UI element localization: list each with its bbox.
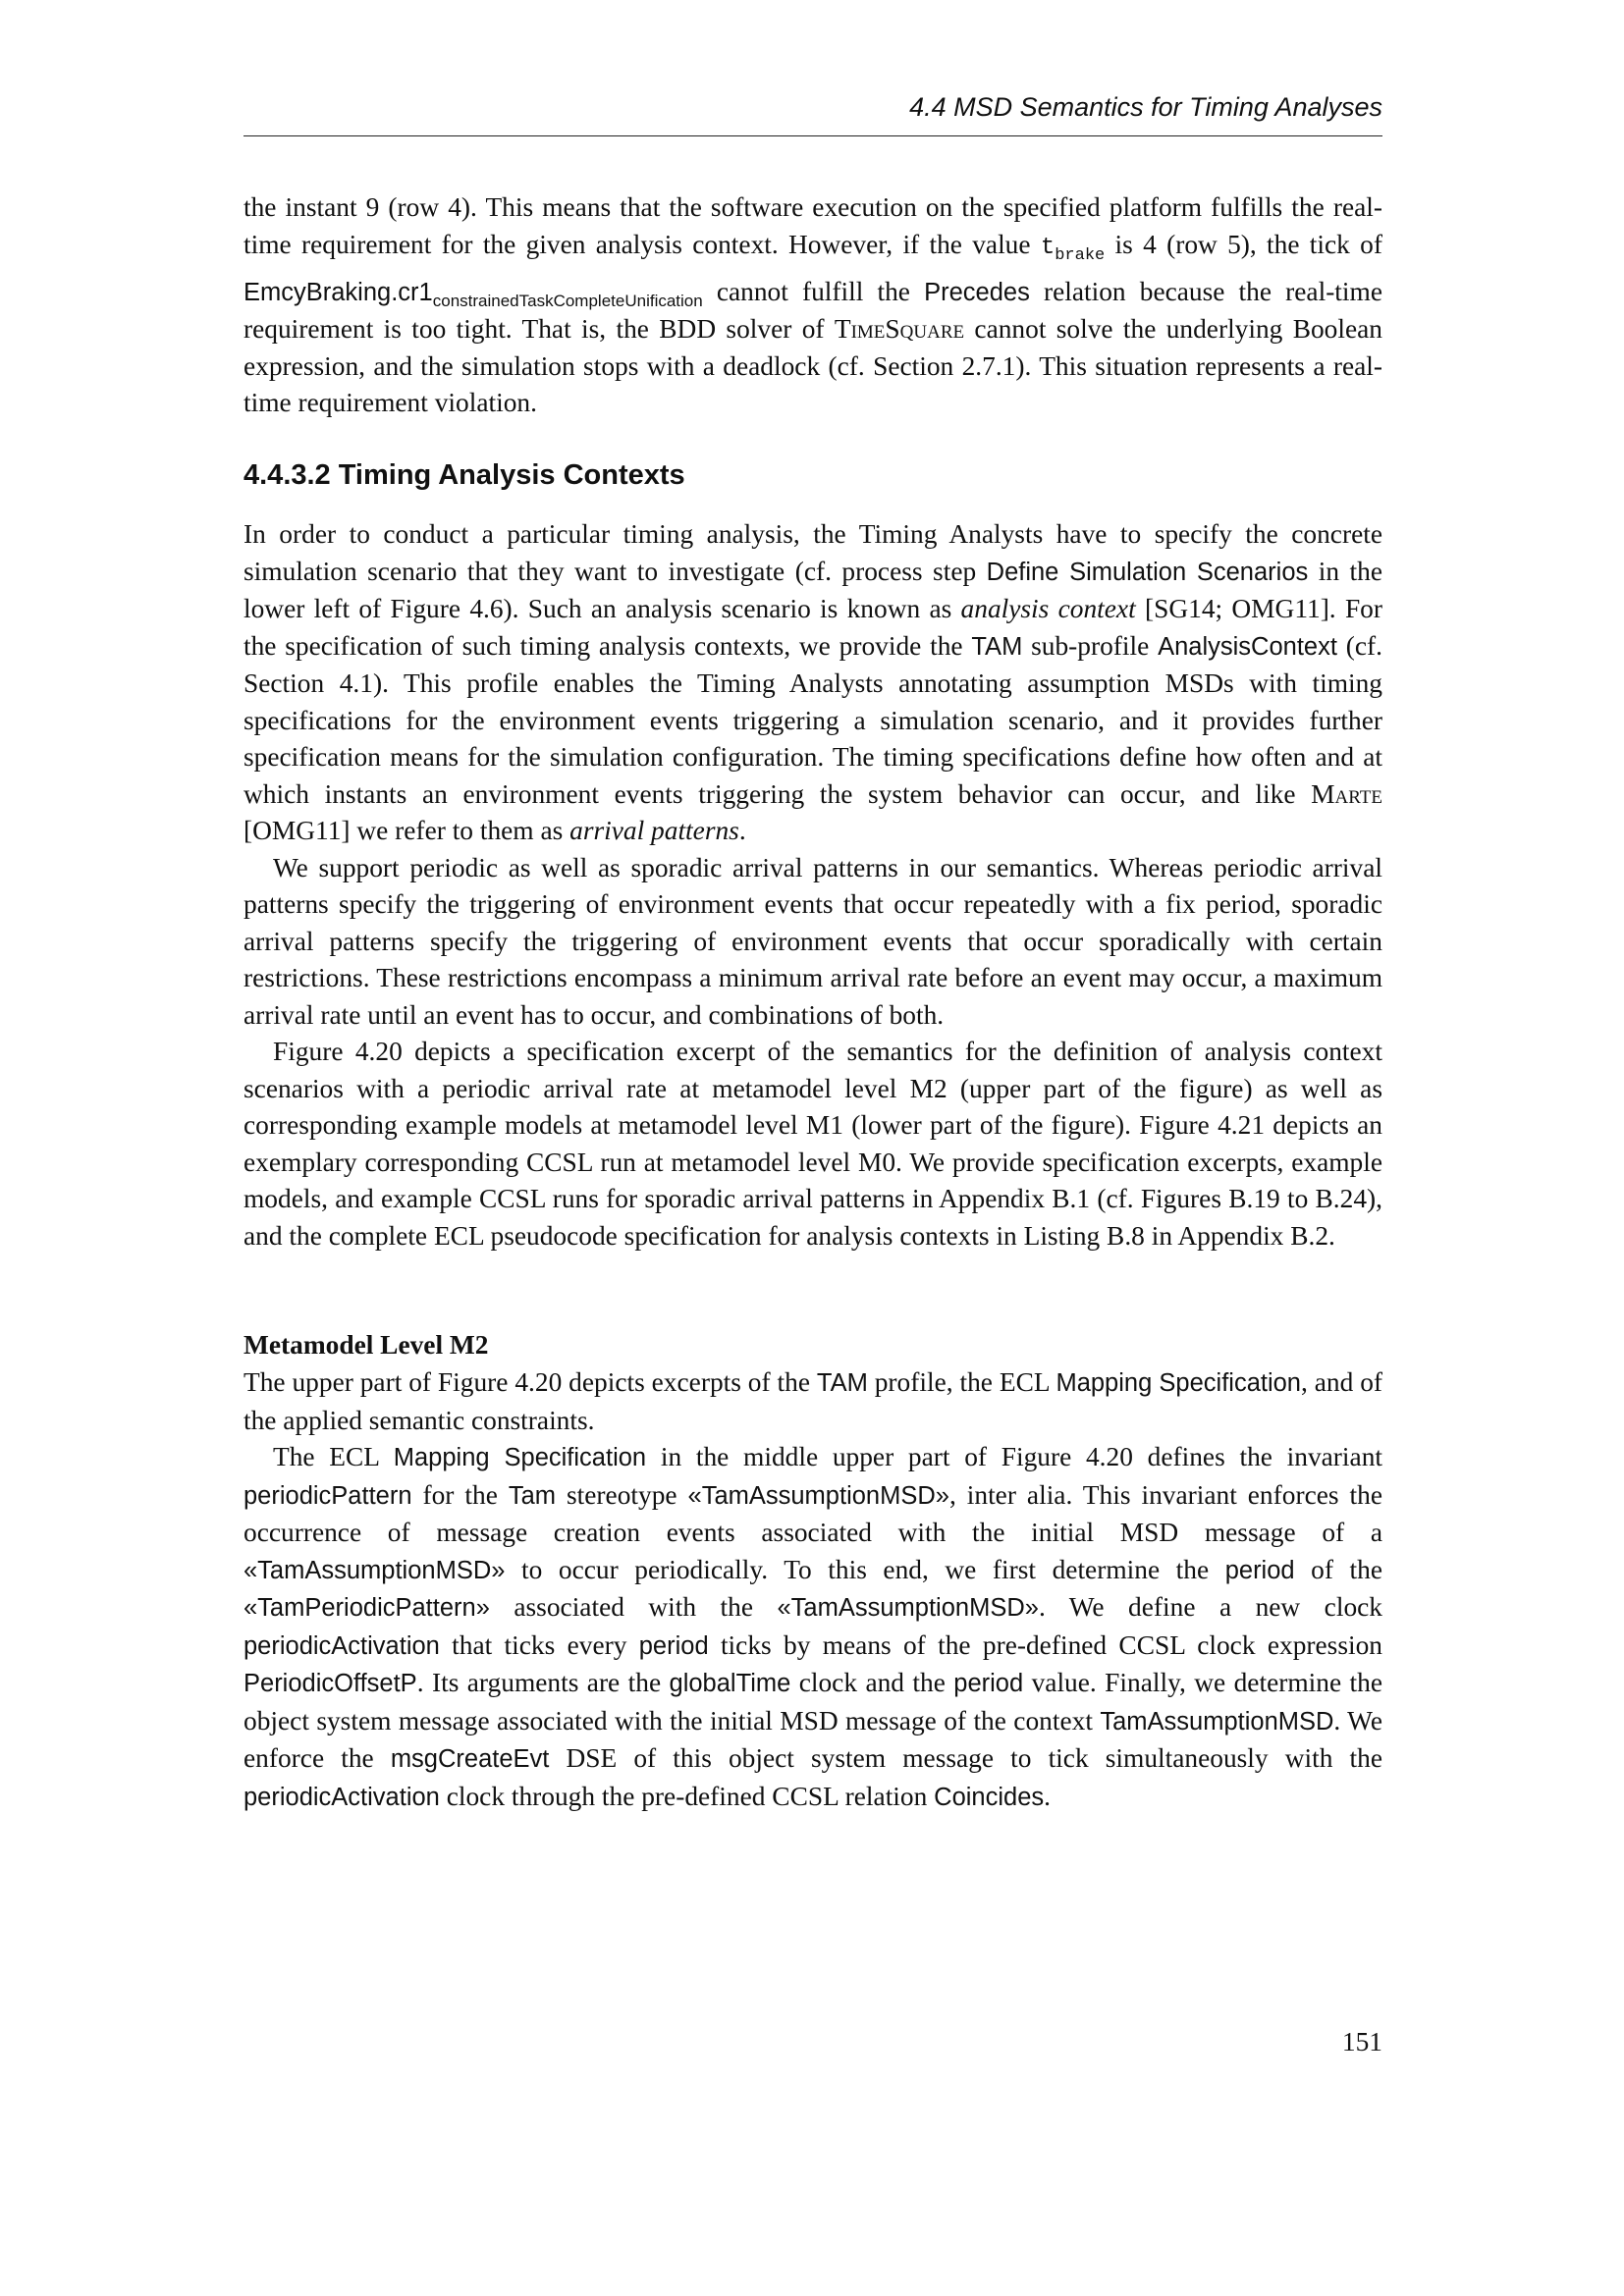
paragraph-upper-part: The upper part of Figure 4.20 depicts excerpts of the TAM profile, the ECL Mapping Specification, and of the applied semantic constraints.	[244, 1367, 1383, 1435]
section-heading: 4.4.3.2 Timing Analysis Contexts	[244, 459, 685, 491]
constraint-reference-subscript: constrainedTaskCompleteUnification	[432, 291, 703, 310]
subsection-heading: Metamodel Level M2	[244, 1330, 489, 1360]
timesquare-name: TimeSquare	[834, 314, 965, 345]
paragraph-figure-overview: Figure 4.20 depicts a specification excerpt of the semantics for the definition of analysis context scenarios with a periodic arrival rate at metamodel level M2 (upper part of the figure) as well as corresponding example models at metamodel level M1 (lower part of the figure). Figure 4.21 depicts an exemplary corresponding CCSL run at metamodel level M0. We provide specification excerpts, example models, and example CCSL runs for sporadic arrival patterns in Appendix B.1 (cf. Figures B.19 to B.24), and the complete ECL pseudocode specification for analysis contexts in Listing B.8 in Appendix B.2.	[244, 1037, 1382, 1251]
running-title: 4.4 MSD Semantics for Timing Analyses	[909, 92, 1382, 122]
constraint-reference: EmcyBraking.cr1	[244, 278, 433, 306]
precedes-relation: Precedes	[924, 278, 1030, 306]
subsection-body	[244, 1364, 1382, 1816]
paragraph-arrival-patterns: We support periodic as well as sporadic arrival patterns in our semantics. Whereas periodic arrival patterns specify the triggering of environment events that occur repeatedly with a fix period, sporadic arrival patterns specify the triggering of environment events that occur sporadically with certain restrictions. These restrictions encompass a minimum arrival rate before an event may occur, a maximum arrival rate until an event has to occur, and combinations of both.	[244, 852, 1382, 1030]
page-number: 151	[1341, 2027, 1382, 2056]
running-header	[244, 92, 1382, 136]
section-body	[244, 516, 1382, 1255]
intro-paragraph: the instant 9 (row 4). This means that the software execution on the specified platform fulfills the real-time requirement for the given analysis context. However, if the value $t_{brake}$ is 4 (row 5), the tick of $EmcyBraking.cr1_{constrainedTaskCompleteUnification}$ cannot fulfill the Precedes relation because the real-time requirement is too tight. That is, the BDD solver of TimeSquare cannot solve the underlying Boolean expression, and the simulation stops with a deadlock (cf. Section 2.7.1). This situation represents a real-time requirement violation.	[244, 192, 1382, 418]
paragraph-analysis-context: In order to conduct a particular timing analysis, the Timing Analysts have to specify the concrete simulation scenario that they want to investigate (cf. process step Define Simulation Scenarios in the lower left of Figure 4.6). Such an analysis scenario is known as analysis context [SG14; OMG11]. For the specification of such timing analysis contexts, we provide the TAM sub-profile AnalysisContext (cf. Section 4.1). This profile enables the Timing Analysts annotating assumption MSDs with timing specifications for the environment events triggering a simulation scenario, and it provides further specification means for the simulation configuration. The timing specifications define how often and at which instants an environment events triggering the system behavior can occur, and like Marte [OMG11] we refer to them as arrival patterns.	[244, 519, 1382, 845]
t-brake-variable: $t_{brake}$	[1040, 234, 1106, 265]
paragraph-mapping-specification: The ECL Mapping Specification in the middle upper part of Figure 4.20 defines the invariant periodicPattern for the Tam stereotype «TamAssumptionMSD», inter alia. This invariant enforces the occurrence of message creation events associated with the initial MSD message of a «TamAssumptionMSD» to occur periodically. To this end, we first determine the period of the «TamPeriodicPattern» associated with the «TamAssumptionMSD». We define a new clock periodicActivation that ticks every period ticks by means of the pre-defined CCSL clock expression PeriodicOffsetP. Its arguments are the globalTime clock and the period value. Finally, we determine the object system message associated with the initial MSD message of the context TamAssumptionMSD. We enforce the msgCreateEvt DSE of this object system message to tick simultaneously with the periodicActivation clock through the pre-defined CCSL relation Coincides.	[244, 1442, 1383, 1811]
